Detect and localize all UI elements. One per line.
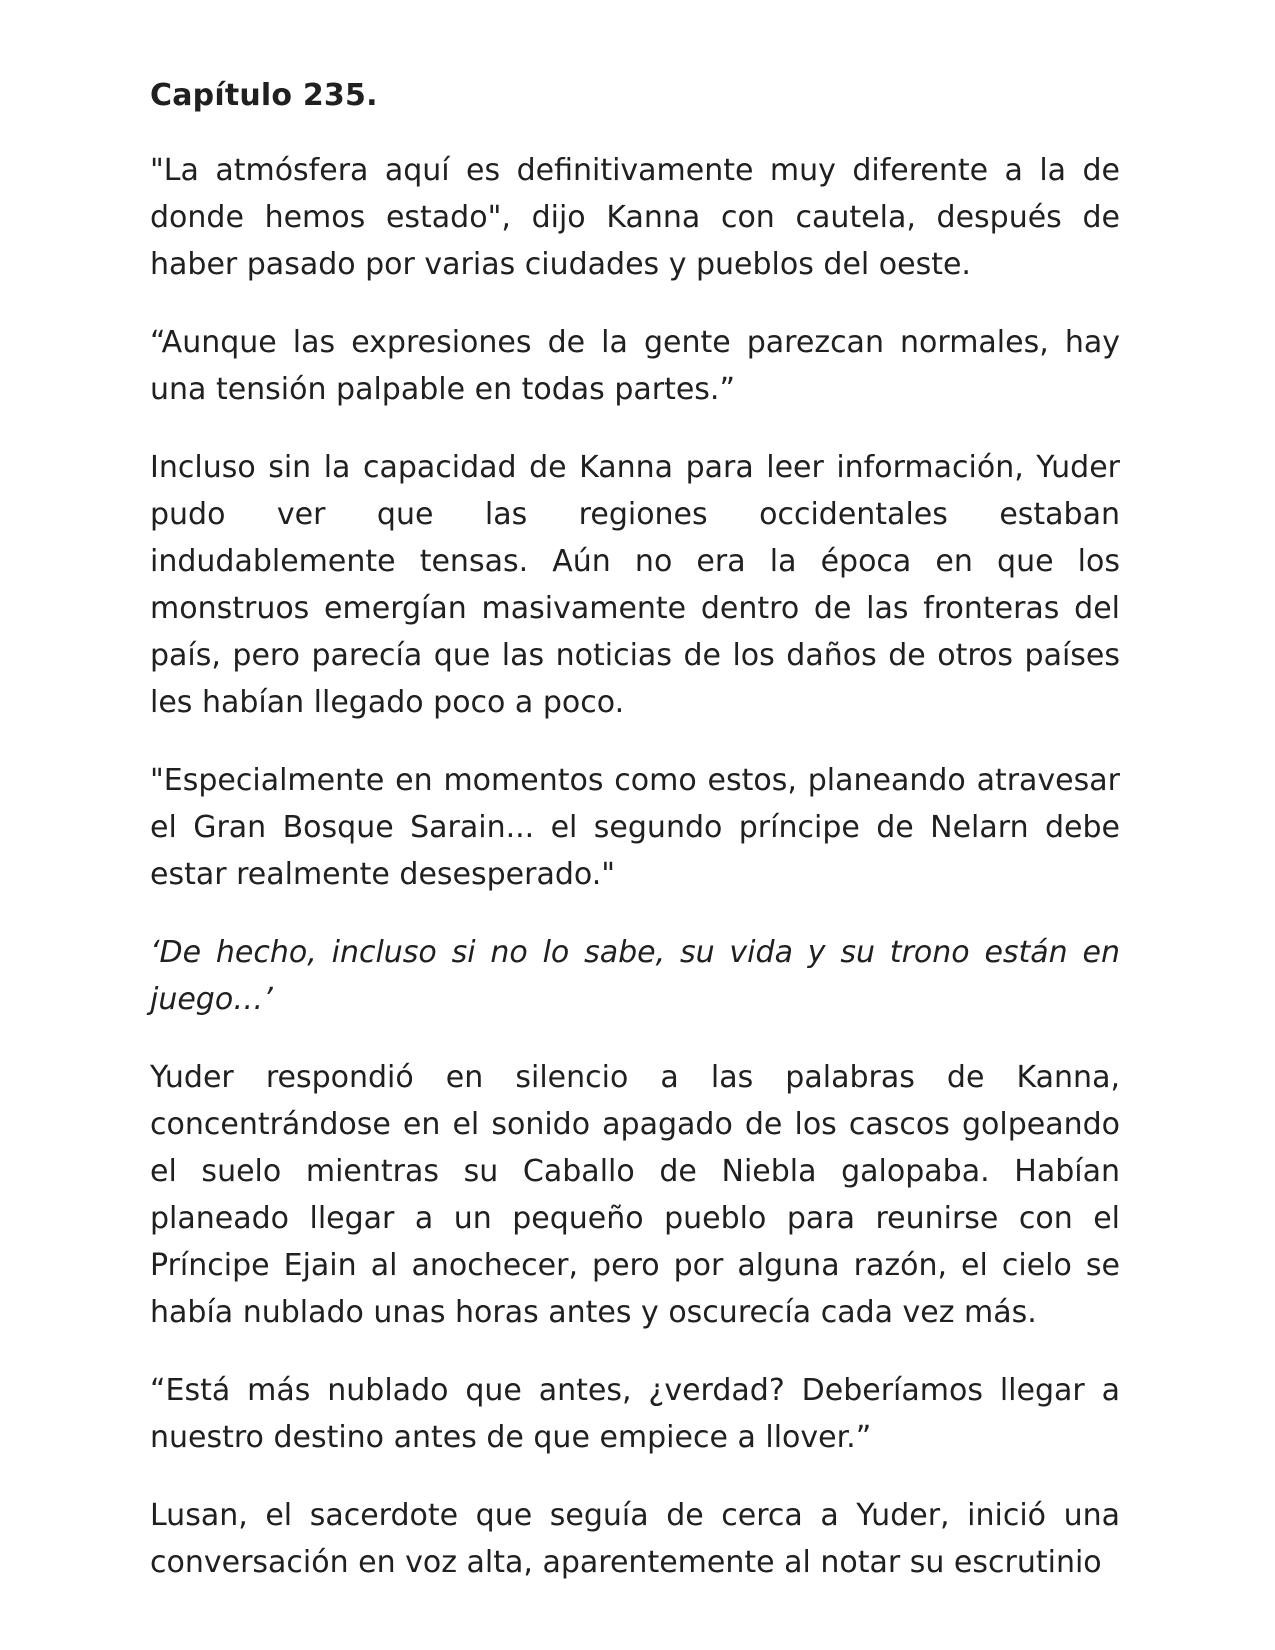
paragraph-4: "Especialmente en momentos como estos, planeando atravesar el Gran Bosque Sarain... el segundo príncipe de Nelarn debe estar realmente desesperado." [150,763,1120,892]
paragraph-1: "La atmósfera aquí es definitivamente muy diferente a la de donde hemos estado", dijo Kanna con cautela, después de haber pasado por varias ciudades y pueblos del oeste. [150,153,1120,282]
paragraph-3: Incluso sin la capacidad de Kanna para leer información, Yuder pudo ver que las regiones occidentales estaban indudablemente tensas. Aún no era la época en que los monstruos emergían masivamente dentro de las fronteras del país, pero parecía que las noticias de los daños de otros países les habían llegado poco a poco. [150,450,1120,720]
chapter-title: Capítulo 235. [150,78,378,113]
paragraph-6: Yuder respondió en silencio a las palabras de Kanna, concentrándose en el sonido apagado de los cascos golpeando el suelo mientras su Caballo de Niebla galopaba. Habían planeado llegar a un pequeño pueblo para reunirse con el Príncipe Ejain al anochecer, pero por alguna razón, el cielo se había nublado unas horas antes y oscurecía cada vez más. [150,1060,1120,1330]
paragraph-5-thought: ‘De hecho, incluso si no lo sabe, su vida y su trono están en juego…’ [150,935,1120,1017]
paragraph-2: “Aunque las expresiones de la gente parezcan normales, hay una tensión palpable en todas partes.” [150,325,1120,407]
paragraph-7: “Está más nublado que antes, ¿verdad? Deberíamos llegar a nuestro destino antes de que empiece a llover.” [150,1373,1120,1455]
document-page [150,72,1120,1586]
paragraph-8: Lusan, el sacerdote que seguía de cerca a Yuder, inició una conversación en voz alta, aparentemente al notar su escrutinio [150,1498,1120,1580]
